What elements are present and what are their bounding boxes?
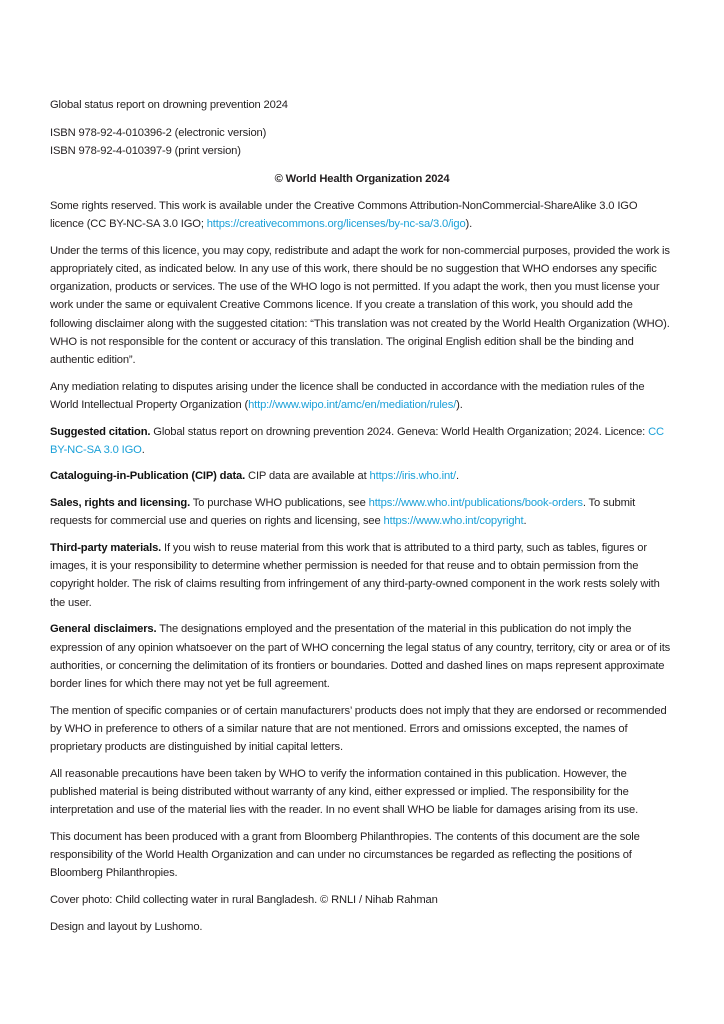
publication-title: Global status report on drowning prevention 2024 [50,99,288,111]
book-orders-link[interactable]: https://www.who.int/publications/book-orders [368,497,583,510]
isbn-block [50,124,674,160]
cip-text: CIP data are available at [245,470,370,483]
rights-text-end: ). [465,218,473,231]
grant-paragraph: This document has been produced with a grant from Bloomberg Philanthropies. The contents of this document are the sole responsibility of the World Health Organization and can under no circumstances be regarded as reflecting the positions of Bloomberg Philanthropies. [50,830,640,880]
rights-text: Some rights reserved. This work is available under the Creative Commons Attribution-NonCommercial-ShareAlike 3.0 IGO licence (CC BY-NC-SA 3.0 IGO; [50,199,638,231]
sales-text: To purchase WHO publications, see [190,497,369,510]
copyright-notice: © World Health Organization 2024 [274,172,450,185]
wipo-mediation-link[interactable]: http://www.wipo.int/amc/en/mediation/rules/ [248,398,457,411]
licence-terms-paragraph: Under the terms of this licence, you may copy, redistribute and adapt the work for non-commercial purposes, provided the work is appropriately cited, as indicated below. In any use of this work, there should be no suggestion that WHO endorses any specific organization, products or services. The use of the WHO logo is not permitted. If you adapt the work, then you must license your work under the same or equivalent Creative Commons licence. If you create a translation of this work, you should add the following disclaimer along with the suggested citation: “This translation was not created by the World Health Organization (WHO). WHO is not responsible for the content or accuracy of this translation. The original English edition shall be the binding and authentic edition”. [50,244,670,366]
third-party-text: If you wish to reuse material from this work that is attributed to a third party, such as tables, figures or images, it is your responsibility to determine whether permission is needed for that reuse and to obtain permission from the copyright holder. The risk of claims resulting from infringement of any third-party-owned component in the work rests solely with the user. [50,542,660,609]
disclaimers-text: The designations employed and the presentation of the material in this publication do not imply the expression of any opinion whatsoever on the part of WHO concerning the legal status of any country, territory, city or area or of its authorities, or concerning the delimitation of its frontiers or boundaries. Dotted and dashed lines on maps represent approximate border lines for which there may not yet be full agreement. [50,623,671,690]
precautions-paragraph: All reasonable precautions have been taken by WHO to verify the information contained in this publication. However, the published material is being distributed without warranty of any kind, either expressed or implied. The responsibility for the interpretation and use of the material lies with the reader. In no event shall WHO be liable for damages arising from its use. [50,767,639,817]
cc-licence-link[interactable]: https://creativecommons.org/licenses/by-nc-sa/3.0/igo [206,218,466,231]
cover-photo-credit: Cover photo: Child collecting water in rural Bangladesh. © RNLI / Nihab Rahman [50,894,438,907]
sales-text-2: . To submit requests for commercial use and queries on rights and licensing, see [50,497,636,528]
copyright-link[interactable]: https://www.who.int/copyright [383,515,524,528]
citation-paragraph [50,423,674,459]
third-party-paragraph [50,539,674,612]
sales-text-end: . [523,515,527,528]
citation-text-end: . [141,443,145,456]
rights-paragraph [50,197,674,233]
sales-heading: Sales, rights and licensing. [50,497,191,510]
citation-text: Global status report on drowning prevention 2024. Geneva: World Health Organization; 2024. Licence: [150,425,649,438]
citation-heading: Suggested citation. [50,425,151,438]
sales-paragraph [50,494,674,530]
cip-text-end: . [455,470,459,483]
cip-heading: Cataloguing-in-Publication (CIP) data. [50,470,246,483]
cip-paragraph [50,467,674,485]
citation-licence-link[interactable]: CC BY-NC-SA 3.0 IGO [50,425,664,456]
isbn-print: ISBN 978-92-4-010397-9 (print version) [50,145,241,158]
iris-link[interactable]: https://iris.who.int/ [369,470,456,483]
disclaimers-paragraph [50,620,674,693]
companies-paragraph: The mention of specific companies or of certain manufacturers’ products does not imply that they are endorsed or recommended by WHO in preference to others of a similar nature that are not mentioned. Errors and omissions excepted, the names of proprietary products are distinguished by initial capital letters. [50,704,667,754]
third-party-heading: Third-party materials. [50,542,162,555]
disclaimers-heading: General disclaimers. [50,623,157,636]
mediation-text: Any mediation relating to disputes arising under the licence shall be conducted in accordance with the mediation rules of the World Intellectual Property Organization ( [50,380,645,411]
mediation-text-end: ). [456,398,463,411]
isbn-electronic: ISBN 978-92-4-010396-2 (electronic version) [50,127,267,140]
design-credit: Design and layout by Lushomo. [50,920,203,933]
mediation-paragraph [50,378,674,414]
